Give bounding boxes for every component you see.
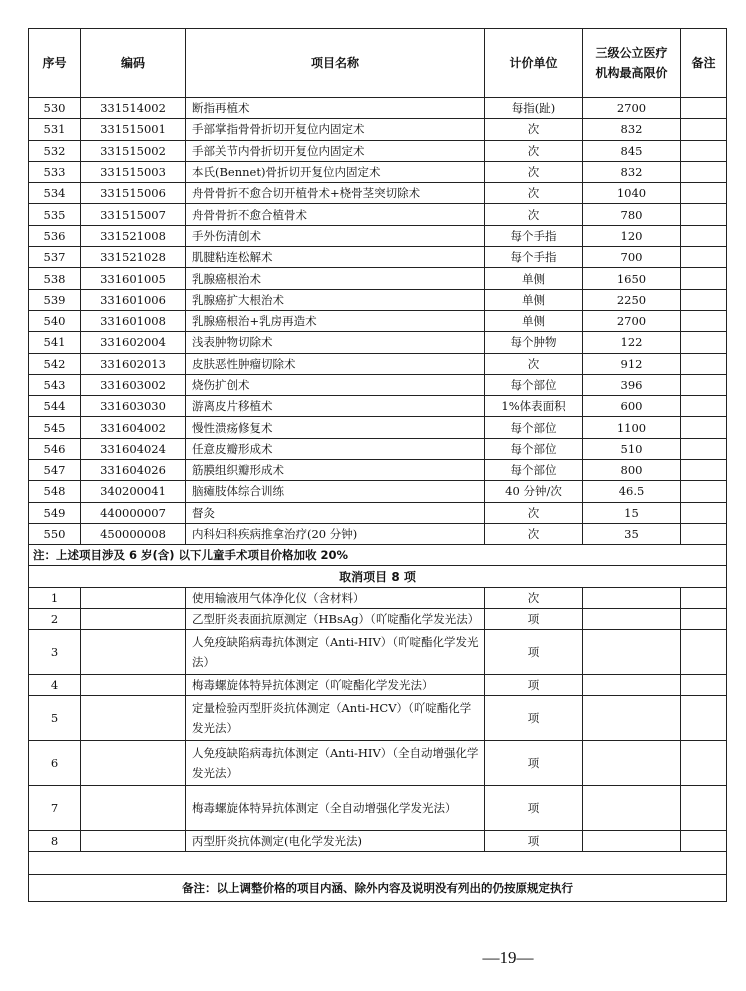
row-name: 游离皮片移植术 bbox=[186, 396, 485, 417]
page-number: —19— bbox=[482, 948, 534, 967]
row-remark bbox=[681, 460, 727, 481]
row-remark bbox=[681, 481, 727, 502]
row-price: 2700 bbox=[583, 310, 681, 331]
row-code: 331603030 bbox=[81, 396, 186, 417]
row-no: 533 bbox=[29, 161, 81, 182]
cancel-row bbox=[29, 696, 727, 741]
row-remark bbox=[681, 523, 727, 544]
cancel-row bbox=[29, 741, 727, 786]
child-surcharge-note: 注：上述项目涉及 6 岁(含) 以下儿童手术项目价格加收 20% bbox=[29, 545, 727, 566]
row-remark bbox=[681, 268, 727, 289]
cancel-row-code bbox=[81, 696, 186, 741]
footer-row bbox=[29, 875, 727, 902]
cancel-rows bbox=[29, 588, 727, 852]
row-code: 331603002 bbox=[81, 374, 186, 395]
row-price: 120 bbox=[583, 225, 681, 246]
row-price: 2250 bbox=[583, 289, 681, 310]
row-no: 538 bbox=[29, 268, 81, 289]
row-no: 550 bbox=[29, 523, 81, 544]
row-unit: 次 bbox=[485, 183, 583, 204]
row-name: 舟骨骨折不愈合切开植骨术+桡骨茎突切除术 bbox=[186, 183, 485, 204]
cancel-row-name: 梅毒螺旋体特异抗体测定（吖啶酯化学发光法） bbox=[186, 675, 485, 696]
row-no: 531 bbox=[29, 119, 81, 140]
row-price: 832 bbox=[583, 161, 681, 182]
cancel-row-price bbox=[583, 630, 681, 675]
header-price: 三级公立医疗机构最高限价 bbox=[583, 29, 681, 98]
cancel-row-no: 6 bbox=[29, 741, 81, 786]
row-name: 皮肤恶性肿瘤切除术 bbox=[186, 353, 485, 374]
price-rows bbox=[29, 98, 727, 545]
cancel-row-unit: 项 bbox=[485, 609, 583, 630]
row-name: 内科妇科疾病推拿治疗(20 分钟) bbox=[186, 523, 485, 544]
table-row bbox=[29, 374, 727, 395]
row-no: 536 bbox=[29, 225, 81, 246]
cancel-row-remark bbox=[681, 696, 727, 741]
table-row bbox=[29, 310, 727, 331]
cancel-row-remark bbox=[681, 786, 727, 831]
row-name: 督灸 bbox=[186, 502, 485, 523]
cancel-row bbox=[29, 609, 727, 630]
row-price: 15 bbox=[583, 502, 681, 523]
cancel-row bbox=[29, 831, 727, 852]
row-name: 乳腺癌根治术 bbox=[186, 268, 485, 289]
row-remark bbox=[681, 204, 727, 225]
row-unit: 单侧 bbox=[485, 268, 583, 289]
cancel-row-unit: 次 bbox=[485, 588, 583, 609]
row-price: 600 bbox=[583, 396, 681, 417]
row-no: 532 bbox=[29, 140, 81, 161]
cancel-row-price bbox=[583, 609, 681, 630]
row-price: 122 bbox=[583, 332, 681, 353]
cancel-row-remark bbox=[681, 675, 727, 696]
row-unit: 每个部位 bbox=[485, 417, 583, 438]
table-row bbox=[29, 353, 727, 374]
cancel-row-no: 8 bbox=[29, 831, 81, 852]
price-table-sheet bbox=[28, 28, 726, 902]
row-code: 331601005 bbox=[81, 268, 186, 289]
cancel-row-remark bbox=[681, 609, 727, 630]
row-name: 断指再植术 bbox=[186, 98, 485, 119]
row-no: 543 bbox=[29, 374, 81, 395]
row-remark bbox=[681, 140, 727, 161]
cancel-row-code bbox=[81, 588, 186, 609]
cancel-row-code bbox=[81, 786, 186, 831]
row-remark bbox=[681, 396, 727, 417]
row-code: 331602004 bbox=[81, 332, 186, 353]
row-unit: 每个部位 bbox=[485, 438, 583, 459]
row-unit: 1%体表面积 bbox=[485, 396, 583, 417]
row-price: 800 bbox=[583, 460, 681, 481]
cancel-row bbox=[29, 786, 727, 831]
row-code: 331515003 bbox=[81, 161, 186, 182]
row-price: 2700 bbox=[583, 98, 681, 119]
table-row bbox=[29, 161, 727, 182]
table-row bbox=[29, 396, 727, 417]
row-unit: 单侧 bbox=[485, 310, 583, 331]
cancel-row-remark bbox=[681, 831, 727, 852]
row-name: 手部掌指骨骨折切开复位内固定术 bbox=[186, 119, 485, 140]
note-row bbox=[29, 545, 727, 566]
row-code: 331601006 bbox=[81, 289, 186, 310]
cancel-row-price bbox=[583, 831, 681, 852]
table-row bbox=[29, 140, 727, 161]
row-price: 845 bbox=[583, 140, 681, 161]
row-remark bbox=[681, 438, 727, 459]
cancel-row-no: 2 bbox=[29, 609, 81, 630]
row-unit: 每个肿物 bbox=[485, 332, 583, 353]
row-name: 筋膜组织瓣形成术 bbox=[186, 460, 485, 481]
row-no: 535 bbox=[29, 204, 81, 225]
footer-note: 备注：以上调整价格的项目内涵、除外内容及说明没有列出的仍按原规定执行 bbox=[29, 875, 727, 902]
row-name: 乳腺癌根治+乳房再造术 bbox=[186, 310, 485, 331]
row-unit: 次 bbox=[485, 204, 583, 225]
row-price: 1100 bbox=[583, 417, 681, 438]
row-no: 544 bbox=[29, 396, 81, 417]
row-code: 331514002 bbox=[81, 98, 186, 119]
table-row bbox=[29, 119, 727, 140]
row-unit: 每个部位 bbox=[485, 460, 583, 481]
row-remark bbox=[681, 353, 727, 374]
cancel-row-name: 梅毒螺旋体特异抗体测定（全自动增强化学发光法） bbox=[186, 786, 485, 831]
row-unit: 次 bbox=[485, 502, 583, 523]
cancel-row-unit: 项 bbox=[485, 741, 583, 786]
cancel-row-price bbox=[583, 675, 681, 696]
cancel-row-price bbox=[583, 786, 681, 831]
row-price: 35 bbox=[583, 523, 681, 544]
row-remark bbox=[681, 310, 727, 331]
blank-row bbox=[29, 852, 727, 875]
header-name: 项目名称 bbox=[186, 29, 485, 98]
row-remark bbox=[681, 332, 727, 353]
row-price: 780 bbox=[583, 204, 681, 225]
row-name: 浅表肿物切除术 bbox=[186, 332, 485, 353]
row-unit: 每个部位 bbox=[485, 374, 583, 395]
row-code: 331521008 bbox=[81, 225, 186, 246]
row-no: 537 bbox=[29, 247, 81, 268]
row-name: 舟骨骨折不愈合植骨术 bbox=[186, 204, 485, 225]
row-name: 肌腱粘连松解术 bbox=[186, 247, 485, 268]
table-row bbox=[29, 225, 727, 246]
row-unit: 次 bbox=[485, 119, 583, 140]
row-no: 546 bbox=[29, 438, 81, 459]
cancel-row-name: 乙型肝炎表面抗原测定（HBsAg）（吖啶酯化学发光法） bbox=[186, 609, 485, 630]
row-no: 540 bbox=[29, 310, 81, 331]
row-name: 本氏(Bennet)骨折切开复位内固定术 bbox=[186, 161, 485, 182]
cancel-row-unit: 项 bbox=[485, 696, 583, 741]
cancel-row-unit: 项 bbox=[485, 675, 583, 696]
cancel-row-unit: 项 bbox=[485, 786, 583, 831]
row-no: 547 bbox=[29, 460, 81, 481]
row-price: 396 bbox=[583, 374, 681, 395]
row-unit: 次 bbox=[485, 161, 583, 182]
cancel-row-price bbox=[583, 696, 681, 741]
row-remark bbox=[681, 417, 727, 438]
row-remark bbox=[681, 247, 727, 268]
row-unit: 次 bbox=[485, 523, 583, 544]
row-no: 539 bbox=[29, 289, 81, 310]
cancel-row-no: 4 bbox=[29, 675, 81, 696]
row-no: 541 bbox=[29, 332, 81, 353]
row-name: 乳腺癌扩大根治术 bbox=[186, 289, 485, 310]
row-unit: 次 bbox=[485, 140, 583, 161]
row-code: 440000007 bbox=[81, 502, 186, 523]
cancel-title-row bbox=[29, 566, 727, 588]
header-remark: 备注 bbox=[681, 29, 727, 98]
cancel-row bbox=[29, 630, 727, 675]
row-code: 331604002 bbox=[81, 417, 186, 438]
row-name: 手外伤清创术 bbox=[186, 225, 485, 246]
row-price: 510 bbox=[583, 438, 681, 459]
cancel-row-code bbox=[81, 630, 186, 675]
cancel-row-unit: 项 bbox=[485, 630, 583, 675]
row-unit: 次 bbox=[485, 353, 583, 374]
row-remark bbox=[681, 98, 727, 119]
table-row bbox=[29, 438, 727, 459]
row-code: 331515001 bbox=[81, 119, 186, 140]
cancel-row-code bbox=[81, 831, 186, 852]
row-no: 534 bbox=[29, 183, 81, 204]
row-price: 1040 bbox=[583, 183, 681, 204]
cancel-row-no: 3 bbox=[29, 630, 81, 675]
header-code: 编码 bbox=[81, 29, 186, 98]
row-name: 慢性溃疡修复术 bbox=[186, 417, 485, 438]
row-remark bbox=[681, 289, 727, 310]
row-price: 1650 bbox=[583, 268, 681, 289]
row-code: 331515002 bbox=[81, 140, 186, 161]
row-name: 手部关节内骨折切开复位内固定术 bbox=[186, 140, 485, 161]
table-row bbox=[29, 502, 727, 523]
row-unit: 每个手指 bbox=[485, 225, 583, 246]
row-no: 530 bbox=[29, 98, 81, 119]
row-code: 331515006 bbox=[81, 183, 186, 204]
row-remark bbox=[681, 183, 727, 204]
cancel-row-name: 定量检验丙型肝炎抗体测定（Anti-HCV）（吖啶酯化学发光法） bbox=[186, 696, 485, 741]
cancel-row-no: 1 bbox=[29, 588, 81, 609]
price-table bbox=[28, 28, 727, 902]
header-no: 序号 bbox=[29, 29, 81, 98]
table-row bbox=[29, 204, 727, 225]
table-row bbox=[29, 417, 727, 438]
cancel-row-code bbox=[81, 609, 186, 630]
row-code: 331604026 bbox=[81, 460, 186, 481]
row-code: 331521028 bbox=[81, 247, 186, 268]
row-code: 331604024 bbox=[81, 438, 186, 459]
row-price: 912 bbox=[583, 353, 681, 374]
cancel-row bbox=[29, 588, 727, 609]
row-no: 545 bbox=[29, 417, 81, 438]
table-row bbox=[29, 289, 727, 310]
row-code: 331515007 bbox=[81, 204, 186, 225]
row-no: 548 bbox=[29, 481, 81, 502]
header-unit: 计价单位 bbox=[485, 29, 583, 98]
cancel-row-code bbox=[81, 741, 186, 786]
table-row bbox=[29, 481, 727, 502]
row-no: 542 bbox=[29, 353, 81, 374]
row-remark bbox=[681, 225, 727, 246]
row-unit: 单侧 bbox=[485, 289, 583, 310]
row-unit: 每个手指 bbox=[485, 247, 583, 268]
cancel-row-remark bbox=[681, 741, 727, 786]
cancel-row-name: 使用输液用气体净化仪（含材料） bbox=[186, 588, 485, 609]
blank-cell bbox=[29, 852, 727, 875]
cancel-row bbox=[29, 675, 727, 696]
row-no: 549 bbox=[29, 502, 81, 523]
cancel-row-name: 人免疫缺陷病毒抗体测定（Anti-HIV）（全自动增强化学发光法） bbox=[186, 741, 485, 786]
row-remark bbox=[681, 161, 727, 182]
table-row bbox=[29, 332, 727, 353]
table-row bbox=[29, 183, 727, 204]
row-price: 832 bbox=[583, 119, 681, 140]
row-name: 任意皮瓣形成术 bbox=[186, 438, 485, 459]
cancel-row-name: 丙型肝炎抗体测定(电化学发光法) bbox=[186, 831, 485, 852]
cancel-section-title: 取消项目 8 项 bbox=[29, 566, 727, 588]
row-code: 331602013 bbox=[81, 353, 186, 374]
row-code: 340200041 bbox=[81, 481, 186, 502]
row-name: 烧伤扩创术 bbox=[186, 374, 485, 395]
cancel-row-no: 7 bbox=[29, 786, 81, 831]
cancel-row-no: 5 bbox=[29, 696, 81, 741]
table-row bbox=[29, 523, 727, 544]
row-code: 331601008 bbox=[81, 310, 186, 331]
row-unit: 每指(趾) bbox=[485, 98, 583, 119]
cancel-row-price bbox=[583, 741, 681, 786]
row-price: 700 bbox=[583, 247, 681, 268]
cancel-row-remark bbox=[681, 630, 727, 675]
cancel-row-unit: 项 bbox=[485, 831, 583, 852]
table-row bbox=[29, 268, 727, 289]
cancel-row-code bbox=[81, 675, 186, 696]
row-unit: 40 分钟/次 bbox=[485, 481, 583, 502]
row-remark bbox=[681, 374, 727, 395]
row-remark bbox=[681, 119, 727, 140]
table-header-row bbox=[29, 29, 727, 98]
table-row bbox=[29, 460, 727, 481]
cancel-row-remark bbox=[681, 588, 727, 609]
cancel-row-price bbox=[583, 588, 681, 609]
row-price: 46.5 bbox=[583, 481, 681, 502]
table-row bbox=[29, 247, 727, 268]
table-row bbox=[29, 98, 727, 119]
row-remark bbox=[681, 502, 727, 523]
cancel-row-name: 人免疫缺陷病毒抗体测定（Anti-HIV）（吖啶酯化学发光法） bbox=[186, 630, 485, 675]
row-code: 450000008 bbox=[81, 523, 186, 544]
row-name: 脑瘫肢体综合训练 bbox=[186, 481, 485, 502]
